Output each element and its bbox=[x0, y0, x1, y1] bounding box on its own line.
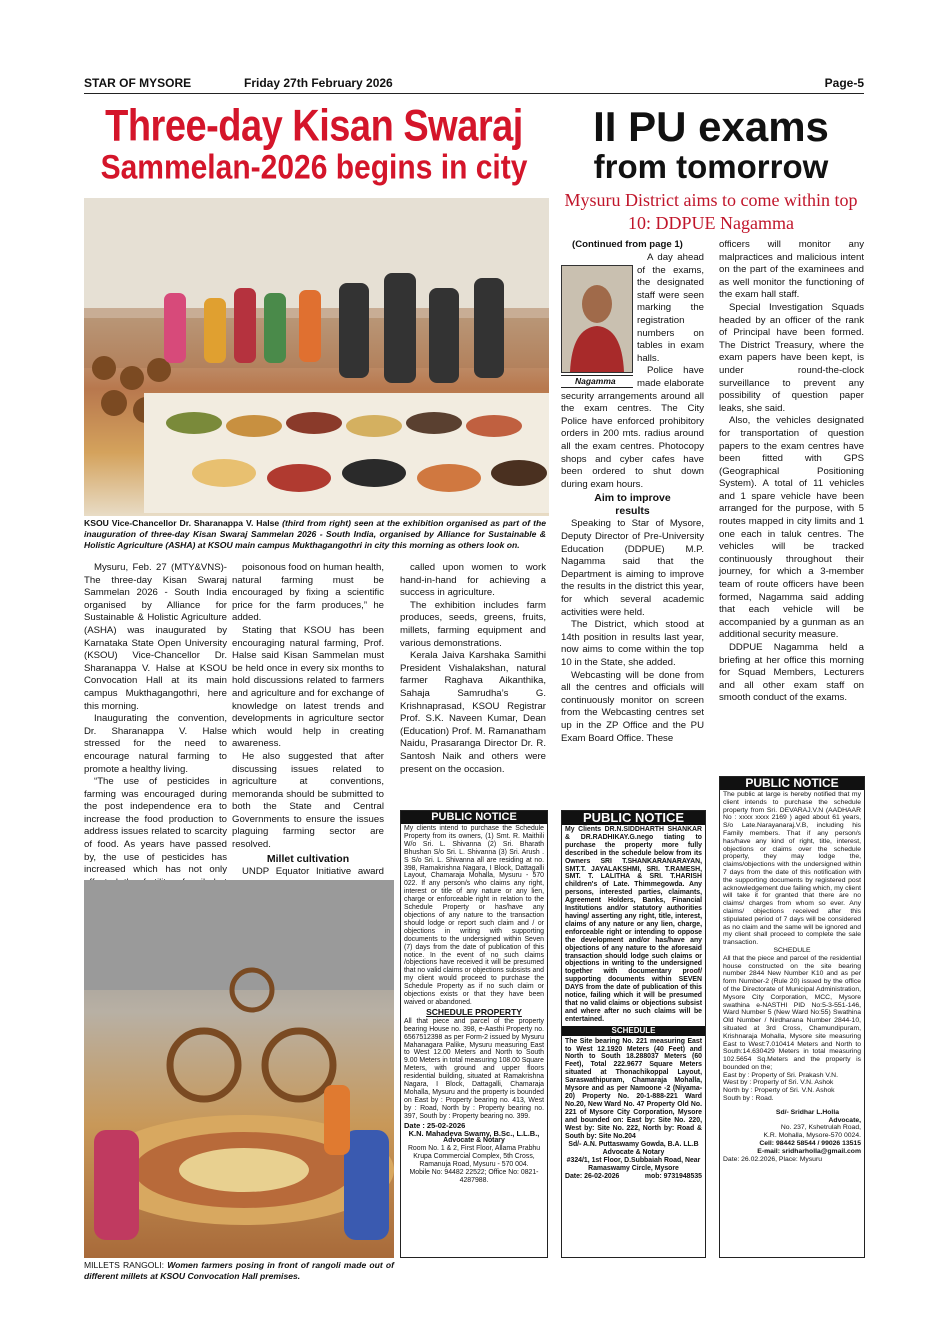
public-notice-1 bbox=[400, 810, 548, 1258]
story1-col3-para: The exhibition includes farm produces, seeds, greens, fruits, millets, farming equipment and various demonstrations. bbox=[400, 599, 546, 649]
caption-lead: KSOU Vice-Chancellor Dr. Sharanappa V. Halse bbox=[84, 518, 280, 528]
millet-subhead: Millet cultivation bbox=[266, 852, 350, 865]
rangoli-caption-label: MILLETS RANGOLI: bbox=[84, 1260, 165, 1270]
exhibition-photo-caption bbox=[84, 518, 546, 551]
story1-column-1 bbox=[84, 562, 227, 927]
notice2-mobile: mob: 9731948535 bbox=[644, 1173, 702, 1181]
story2-column-2 bbox=[719, 239, 864, 705]
notice2-address: #324/1, 1st Floor, D.Subbaiah Road, Near Ramaswamy Circle, Mysore bbox=[566, 1157, 701, 1173]
notice1-schedule: All that piece and parcel of the property bearing House no. 398, e-Aasthi Property no. 6567512398 as per Form-2 issued by Mysuru Mahanagara Palike, Mysuru measuring East to West 12.00 Meters and North to South 9.00 Meters in total measuring 108.00 Square Meters, with ground and upper floors residential building, situated at Ramakrishna Nagara, I Block, Dattagalli, Chamaraja Mohalla, Mysuru and the property is bounded on East by : Property bearing no. 413, West by : Road, North by : Property bearing no. 397, South by : Property bearing no. 399. bbox=[404, 1017, 544, 1120]
exhibition-photo-art bbox=[84, 198, 549, 516]
story1-col3-para: called upon women to work hand-in-hand for achieving a success in agriculture. bbox=[400, 562, 546, 599]
story1-col2-para: poisonous food on human health, natural farming must be encouraged by fixing a scientific price for the farm produces,” he added. bbox=[232, 562, 384, 624]
notice3-sig-addr1: No. 237, Kshetrulah Road, bbox=[780, 1124, 861, 1132]
rangoli-caption-text: Women farmers posing in front of rangoli made out of different millets at KSOU Convocation Hall premises. bbox=[84, 1260, 394, 1281]
notice1-schedule-title: SCHEDULE PROPERTY bbox=[426, 1006, 522, 1017]
notice1-advocate: K.N. Mahadeva Swamy, B.Sc., L.L.B., bbox=[408, 1128, 540, 1138]
story2-col2-para: Special Investigation Squads headed by an officer of the rank of Principal have been formed. The District Treasury, where the exam papers have been kept, is under round-the-clock surveillance to prevent any possibility of question paper leaks, she said. bbox=[719, 301, 864, 414]
notice3-bound: North by : Property of Sri. V.N. Ashok bbox=[723, 1087, 835, 1095]
story1-col1-para: “The use of pesticides in farming was encouraged during the post independence era to increase the food production to address issues related to scarcity of food. As years have passed by, the use of pesticides has increased which has not only bbox=[84, 776, 227, 876]
story2-col1-para: Police have made elaborate security arrangements around all the exam centres. The City Police have enforced prohibitory orders in 200 mts. radius around all the exam centres. Photocopy shops and cyber cafes have been ordered to shut down during exam hours. bbox=[561, 365, 704, 490]
notice3-signature bbox=[723, 1109, 861, 1156]
aim-subhead: Aim to improve results bbox=[594, 492, 671, 517]
story2-col1-para: Speaking to Star of Mysore, Deputy Director of Pre-University Education (DDPUE) M.P. Nagamma said that the Department is aiming to improve the results in the district this year, for which several academic activities were held. bbox=[561, 518, 704, 618]
rangoli-photo-caption bbox=[84, 1260, 394, 1282]
notice2-advocate-role: Advocate & Notary bbox=[602, 1149, 665, 1157]
story2-col2-para: officers will monitor any malpractices and malicious intent on the part of the examinees and as well monitor the functioning of the exam hall staff. bbox=[719, 239, 864, 301]
notice2-body: My Clients DR.N.SIDDHARTH SHANKAR & DR.RADHIKAY.G.nego tiating to purchase the property more fully described in the schedule below from its Owners SRI T.SHANKARANARAYAN, SMT.T. JAYALAKSHMI, SRI. T.RAMESH, SMT. T. LALITHA & SRI. T.HARISH children's of Late. Thimmegowda. Any persons, interested parties, claimants, Agreement Holders, Banks, Financial Institutions and/or statutory authorities having/ asserting any right, title, interest, claims of any nature or any lien, charge, enforceable right or intending to oppose the development and/or has/have any objections of any nature to the aforesaid transaction should lodge such claims or objections in writing to the undersigned together with documentary proof/ supporting documents within SEVEN DAYS from the date of publication of this notice, failing which it will be presumed that no valid claims or objections subsist and where after no such claims will be entertained. bbox=[565, 826, 702, 1023]
story1-headline-line2: Sammelan-2026 begins in city bbox=[100, 148, 528, 187]
notice3-body: The public at large is hereby notified that my client intends to purchase the schedule property from Sri. DEVARAJ.V.N (AADHAAR No : xxxx xxxx 2169 ) aged about 61 years, S/o Late.Narayanaraj.V.B, including his Family members. That if any person/s has/have any kind of right, title, interest, objections or claims over the schedule property, they may lodge the, claims/objections with the undersigned within 7 days from the date of this notification with the supporting documents by registered post acknowledgement due failing which, my client will take it for granted that there are no claims/ charges from whom so ever. Any claims/ objections received after this stipulated period of 7 days will be considered as no claim and the same will be ignored and my client shall proceed to complete the sale transaction. bbox=[723, 791, 861, 947]
story1-col3-para: Kerala Jaiva Karshaka Samithi President Vishalakshan, natural farmer Raghava Aikanthika, Sahaja Samrudha’s G. Krishnaprasad, KSOU Registrar Prof. S.K. Naveen Kumar, Dean (Education) Prof. M. Ramanatham Naidu, Prasaranga Director Dr. R. Santosh Naik and others were present on the occasion. bbox=[400, 650, 546, 775]
exhibition-photo bbox=[84, 198, 549, 516]
issue-date: Friday 27th February 2026 bbox=[244, 76, 393, 90]
rangoli-photo-art bbox=[84, 880, 394, 1258]
story1-column-3 bbox=[400, 562, 546, 776]
public-notice-2 bbox=[561, 810, 706, 1258]
caption-text: (third from right) seen at the exhibition organised as part of the inauguration of three-day Kisan Swaraj Sammelan 2026 - South India, organised by Alliance for Sustainable & Holistic Agriculture (ASHA) at KSOU main campus Mukthagangothri in city this morning as others look on. bbox=[84, 518, 546, 550]
story2-col2-para: DDPUE Nagamma held a briefing at her office this morning for Squad Members, Lecturers and all other exam staff on smooth conduct of the exams. bbox=[719, 642, 864, 704]
notice3-schedule: All that the piece and parcel of the residential house constructed on the site bearing number 2844 New Number K10 and as per form Number-2 (Rule 20) issued by the office of the Directorate of Municipal Administration, Mysore City Corporation, MCC, Mysore swathina e-NASTHI PID No:5-3-551-146, Ward Number 5 (New Ward No:55) Swathina Old Number / Nirdharana Number 2844-10, situated at 3rd Cross, Chamundipuram, Krishnaraja Mohalla, Mysore site measuring East to West:7.010414 Meters and North to South:14.630429 Meters in total measuring 102.5654 Sq.Meters and the property is bounded on the; bbox=[723, 954, 861, 1071]
notice2-date: Date: 26-02-2026 bbox=[565, 1173, 620, 1181]
notice3-date-place: Date: 26.02.2026, Place: Mysuru bbox=[723, 1155, 822, 1163]
notice3-bound: West by : Property of Sri. V.N. Ashok bbox=[723, 1079, 834, 1087]
story2-col1-para: Webcasting will be done from all the centres and officials will continuously monitor on screen from the Webcasting centres set up in the ZP Office and the PU Exam Board Office. These bbox=[561, 669, 704, 744]
notice2-advocate: Sd/- A.N. Puttaswamy Gowda, B.A. LL.B bbox=[568, 1141, 699, 1149]
story2-col2-para: Also, the vehicles designated for transportation of question papers to the exam centres have been fitted with GPS (Geographical Positioning System). A total of 11 vehicles and 1 spare vehicle have been arranged for the purpose, with 5 routes mapped in city limits and 1 one each in taluk centres. The vehicles will be tracked continuously throughout their journey, for which a 3-member team of route officers have been formed, Nagamma said adding that each vehicle will be accompanied by a gunman as an additional security measure. bbox=[719, 415, 864, 641]
paper-name: STAR OF MYSORE bbox=[84, 76, 192, 90]
story1-col1-para: Mysuru, Feb. 27 (MTY&VNS)- The three-day Kisan Swaraj Sammelan 2026 - South India organised by Alliance for Sustainable & Holistic Agriculture (ASHA) was inaugurated by Karnataka State Open University (KSOU) Vice-Chancellor Dr. Sharanappa V. Halse at KSOU Convocation Hall at its main campus Mukthagangothri, here this morning. bbox=[84, 562, 227, 712]
notice1-advocate-role: Advocate & Notary bbox=[443, 1137, 505, 1145]
story1-column-2 bbox=[232, 562, 384, 929]
notice2-title: PUBLIC NOTICE bbox=[562, 811, 705, 825]
story1-col1-para: Inaugurating the convention, Dr. Sharanappa V. Halse stressed for the need to encourage natural farming to promote a healthy living. bbox=[84, 713, 227, 775]
story1-col2-para: He also suggested that after discussing issues related to agriculture at conventions, memoranda should be submitted to both the State and Central Governments to ensure the issues plaguing farming sector are resolved. bbox=[232, 750, 384, 851]
story1-col2-para: Stating that KSOU has been encouraging natural farming, Prof. Halse said Kisan Sammelan must be held once in every six months to hold discussions related to farmers and agriculture and for exchange of knowledge on latest trends and developments in agriculture sector which would help in creating awareness. bbox=[232, 624, 384, 750]
story2-intro: A day ahead of the exams, the designated staff were seen marking the registration numbers on tables in exam halls. bbox=[637, 252, 704, 364]
notice1-title: PUBLIC NOTICE bbox=[401, 811, 547, 824]
story2-headline-line2: from tomorrow bbox=[593, 148, 829, 185]
page-number: Page-5 bbox=[824, 76, 864, 90]
story1-col2-para: UNDP Equator Initiative award bbox=[242, 866, 384, 878]
notice3-sig-addr2: K.R. Mohalla, Mysore-570 0024. bbox=[763, 1132, 861, 1140]
notice2-date-row bbox=[565, 1173, 702, 1181]
notice1-date: Date : 25-02-2026 bbox=[404, 1120, 466, 1130]
notice3-title: PUBLIC NOTICE bbox=[720, 777, 864, 790]
story2-headline-line1: II PU exams bbox=[593, 103, 829, 150]
notice1-body: My clients intend to purchase the Schedule Property from its owners, (1) Smt. R. Maithili W/o Sri. L. Shivanna (2) Sri. Bharath Bhushan S/o Sri. L. Shivanna (3) Sri. Arush . S S/o Sri. L. Shivanna all are residing at no. 398, Ramakrishna Nagara, I Block, Dattagalli Layout, Chamaraja Mohalla, Mysuru - 570 022. If any person/s who claims any right, interest or title of any nature or any lien, charge or enforceable right in relation to the Schedule Property or has/have any objections of any nature to the transaction should lodge or report such claim and / or objections in writing with supporting documents to the undersigned within Seven (7) days from the date of publication of this notice. In the event of no such claims /objections have received it will be presumed that no valid claims or objections subsists and my client would proceed to purchase the Schedule Property as if no such claim or objections exists or that they have been waived or abandoned. bbox=[404, 825, 544, 1006]
story1-headline-line1: Three-day Kisan Swaraj bbox=[105, 101, 523, 152]
nagamma-caption: Nagamma bbox=[561, 375, 633, 388]
masthead bbox=[84, 76, 864, 94]
notice3-bound: South by : Road. bbox=[723, 1095, 774, 1103]
continued-label: (Continued from page 1) bbox=[572, 239, 683, 250]
notice3-sig-cell: Cell: 98442 58544 / 99026 13515 bbox=[759, 1140, 861, 1148]
notice2-schedule: The Site bearing No. 221 measuring East to West 12.1920 Meters (40 Feet) and North to South 18.288037 Meters (60 Feet), Total 222.9677 Square Meters situated at Thonachikoppal Layout, Saraswathipuram, Chamaraja Mohalla, Mysore and as per Namoone -2 (Niyama-20) Property No. 20-1-888-221 Ward No.20, New Ward No. 47 Property Old No. 221 of Mysore City Corporation, Mysore and bounded on: East by: Site No. 220, West by: Site No. 222, North by: Road & South by: Site No.204 bbox=[565, 1037, 702, 1140]
notice3-schedule-title: SCHEDULE bbox=[773, 946, 811, 954]
rangoli-photo bbox=[84, 880, 394, 1258]
notice3-sig-name: Sd/- Sridhar L.Holla bbox=[775, 1108, 839, 1116]
story2-col1-para: The District, which stood at 14th position in results last year, now aims to come within the top 10 in the State, she added. bbox=[561, 619, 704, 668]
story2-column-1-wrap bbox=[561, 252, 704, 745]
notice1-contact: Mobile No: 94482 22522; Office No: 0821- 4287988. bbox=[409, 1169, 539, 1184]
story2-subheadline: Mysuru District aims to come within top 10: DDPUE Nagamma bbox=[564, 190, 858, 233]
public-notice-3 bbox=[719, 776, 865, 1258]
notice3-sig-role: Advocate, bbox=[828, 1116, 861, 1124]
notice3-sig-email: E-mail: sridharholla@gmail.com bbox=[757, 1147, 861, 1155]
notice3-bound: East by : Property of Sri. Prakash V.N. bbox=[723, 1071, 838, 1079]
notice1-address: Room No. 1 & 2, First Floor, Allama Prabhu Krupa Commercial Complex, 5th Cross, Ramanuja Road, Mysuru - 570 004. bbox=[407, 1145, 541, 1169]
notice2-schedule-title: SCHEDULE bbox=[562, 1026, 705, 1036]
